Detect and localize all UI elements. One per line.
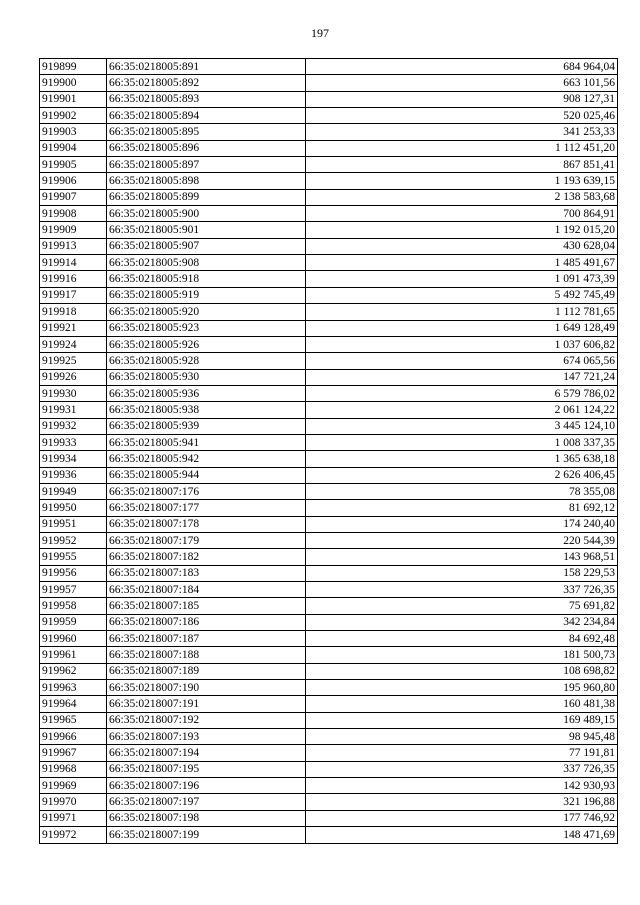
table-row [40, 418, 618, 434]
table-row [40, 549, 618, 565]
table-row [40, 206, 618, 222]
table-row [40, 353, 618, 369]
cadastral-value-cell: 174 240,40 [306, 516, 618, 532]
cadastral-value-cell: 1 112 781,65 [306, 304, 618, 320]
cadastral-number-cell: 66:35:0218007:189 [107, 663, 306, 679]
table-row [40, 631, 618, 647]
record-number-cell: 919958 [40, 598, 107, 614]
record-number-cell: 919960 [40, 631, 107, 647]
cadastral-number-cell: 66:35:0218007:197 [107, 794, 306, 810]
cadastral-number-cell: 66:35:0218007:176 [107, 483, 306, 499]
record-number-cell: 919962 [40, 663, 107, 679]
cadastral-value-cell: 143 968,51 [306, 549, 618, 565]
cadastral-number-cell: 66:35:0218005:936 [107, 385, 306, 401]
record-number-cell: 919965 [40, 712, 107, 728]
cadastral-number-cell: 66:35:0218005:920 [107, 304, 306, 320]
record-number-cell: 919957 [40, 582, 107, 598]
cadastral-number-cell: 66:35:0218007:187 [107, 631, 306, 647]
cadastral-value-table [39, 58, 618, 844]
table-row [40, 271, 618, 287]
cadastral-value-cell: 1 193 639,15 [306, 173, 618, 189]
cadastral-number-cell: 66:35:0218007:191 [107, 696, 306, 712]
table-row [40, 222, 618, 238]
cadastral-value-cell: 1 485 491,67 [306, 255, 618, 271]
table-row [40, 827, 618, 843]
table-row [40, 729, 618, 745]
cadastral-value-cell: 84 692,48 [306, 631, 618, 647]
cadastral-value-cell: 341 253,33 [306, 124, 618, 140]
cadastral-value-cell: 337 726,35 [306, 582, 618, 598]
cadastral-number-cell: 66:35:0218005:896 [107, 140, 306, 156]
cadastral-number-cell: 66:35:0218005:893 [107, 91, 306, 107]
cadastral-number-cell: 66:35:0218007:193 [107, 729, 306, 745]
cadastral-number-cell: 66:35:0218007:182 [107, 549, 306, 565]
cadastral-value-cell: 2 138 583,68 [306, 189, 618, 205]
cadastral-value-cell: 158 229,53 [306, 565, 618, 581]
record-number-cell: 919949 [40, 483, 107, 499]
cadastral-value-cell: 78 355,08 [306, 483, 618, 499]
record-number-cell: 919955 [40, 549, 107, 565]
table-row [40, 647, 618, 663]
cadastral-value-cell: 1 649 128,49 [306, 320, 618, 336]
record-number-cell: 919903 [40, 124, 107, 140]
cadastral-value-cell: 147 721,24 [306, 369, 618, 385]
table-row [40, 320, 618, 336]
cadastral-number-cell: 66:35:0218005:908 [107, 255, 306, 271]
table-row [40, 336, 618, 352]
cadastral-value-cell: 3 445 124,10 [306, 418, 618, 434]
cadastral-number-cell: 66:35:0218007:196 [107, 778, 306, 794]
table-row [40, 483, 618, 499]
record-number-cell: 919959 [40, 614, 107, 630]
table-row [40, 500, 618, 516]
table-row [40, 157, 618, 173]
table-row [40, 794, 618, 810]
cadastral-value-cell: 1 037 606,82 [306, 336, 618, 352]
cadastral-value-cell: 1 192 015,20 [306, 222, 618, 238]
cadastral-number-cell: 66:35:0218005:892 [107, 75, 306, 91]
cadastral-value-cell: 160 481,38 [306, 696, 618, 712]
cadastral-value-cell: 342 234,84 [306, 614, 618, 630]
table-row [40, 532, 618, 548]
table-row [40, 810, 618, 826]
table-row [40, 238, 618, 254]
cadastral-number-cell: 66:35:0218007:190 [107, 680, 306, 696]
cadastral-value-cell: 5 492 745,49 [306, 287, 618, 303]
table-row [40, 663, 618, 679]
cadastral-value-cell: 430 628,04 [306, 238, 618, 254]
record-number-cell: 919964 [40, 696, 107, 712]
table-row [40, 140, 618, 156]
cadastral-number-cell: 66:35:0218005:895 [107, 124, 306, 140]
table-row [40, 108, 618, 124]
cadastral-number-cell: 66:35:0218007:178 [107, 516, 306, 532]
cadastral-value-cell: 2 061 124,22 [306, 402, 618, 418]
table-row [40, 189, 618, 205]
cadastral-value-cell: 108 698,82 [306, 663, 618, 679]
cadastral-number-cell: 66:35:0218005:944 [107, 467, 306, 483]
cadastral-number-cell: 66:35:0218007:184 [107, 582, 306, 598]
table-row [40, 712, 618, 728]
cadastral-number-cell: 66:35:0218007:188 [107, 647, 306, 663]
record-number-cell: 919961 [40, 647, 107, 663]
cadastral-value-cell: 181 500,73 [306, 647, 618, 663]
record-number-cell: 919970 [40, 794, 107, 810]
cadastral-number-cell: 66:35:0218005:926 [107, 336, 306, 352]
record-number-cell: 919963 [40, 680, 107, 696]
cadastral-value-cell: 321 196,88 [306, 794, 618, 810]
record-number-cell: 919968 [40, 761, 107, 777]
cadastral-number-cell: 66:35:0218005:894 [107, 108, 306, 124]
record-number-cell: 919936 [40, 467, 107, 483]
record-number-cell: 919901 [40, 91, 107, 107]
cadastral-value-cell: 220 544,39 [306, 532, 618, 548]
cadastral-number-cell: 66:35:0218005:900 [107, 206, 306, 222]
cadastral-number-cell: 66:35:0218005:897 [107, 157, 306, 173]
cadastral-value-cell: 195 960,80 [306, 680, 618, 696]
record-number-cell: 919924 [40, 336, 107, 352]
cadastral-value-cell: 1 112 451,20 [306, 140, 618, 156]
record-number-cell: 919932 [40, 418, 107, 434]
cadastral-number-cell: 66:35:0218005:938 [107, 402, 306, 418]
cadastral-value-cell: 337 726,35 [306, 761, 618, 777]
cadastral-number-cell: 66:35:0218005:901 [107, 222, 306, 238]
cadastral-number-cell: 66:35:0218005:918 [107, 271, 306, 287]
table-row [40, 582, 618, 598]
cadastral-value-cell: 98 945,48 [306, 729, 618, 745]
record-number-cell: 919905 [40, 157, 107, 173]
cadastral-value-cell: 148 471,69 [306, 827, 618, 843]
cadastral-value-cell: 1 365 638,18 [306, 451, 618, 467]
table-row [40, 565, 618, 581]
record-number-cell: 919907 [40, 189, 107, 205]
table-row [40, 402, 618, 418]
record-number-cell: 919900 [40, 75, 107, 91]
cadastral-value-cell: 867 851,41 [306, 157, 618, 173]
record-number-cell: 919956 [40, 565, 107, 581]
cadastral-number-cell: 66:35:0218005:928 [107, 353, 306, 369]
record-number-cell: 919914 [40, 255, 107, 271]
record-number-cell: 919913 [40, 238, 107, 254]
cadastral-value-cell: 700 864,91 [306, 206, 618, 222]
cadastral-value-cell: 77 191,81 [306, 745, 618, 761]
cadastral-number-cell: 66:35:0218007:198 [107, 810, 306, 826]
record-number-cell: 919926 [40, 369, 107, 385]
record-number-cell: 919950 [40, 500, 107, 516]
cadastral-value-cell: 1 008 337,35 [306, 434, 618, 450]
cadastral-number-cell: 66:35:0218005:891 [107, 59, 306, 75]
record-number-cell: 919967 [40, 745, 107, 761]
cadastral-number-cell: 66:35:0218007:185 [107, 598, 306, 614]
record-number-cell: 919969 [40, 778, 107, 794]
record-number-cell: 919931 [40, 402, 107, 418]
table-row [40, 91, 618, 107]
table-row [40, 467, 618, 483]
cadastral-value-cell: 663 101,56 [306, 75, 618, 91]
cadastral-value-cell: 169 489,15 [306, 712, 618, 728]
cadastral-number-cell: 66:35:0218005:930 [107, 369, 306, 385]
cadastral-value-cell: 520 025,46 [306, 108, 618, 124]
table-row [40, 124, 618, 140]
table-row [40, 745, 618, 761]
cadastral-number-cell: 66:35:0218005:941 [107, 434, 306, 450]
table-row [40, 255, 618, 271]
record-number-cell: 919902 [40, 108, 107, 124]
table-row [40, 696, 618, 712]
table-row [40, 451, 618, 467]
cadastral-number-cell: 66:35:0218007:179 [107, 532, 306, 548]
table-row [40, 304, 618, 320]
table-row [40, 59, 618, 75]
page-number: 197 [311, 26, 329, 40]
record-number-cell: 919908 [40, 206, 107, 222]
table-row [40, 75, 618, 91]
record-number-cell: 919930 [40, 385, 107, 401]
cadastral-value-cell: 2 626 406,45 [306, 467, 618, 483]
record-number-cell: 919916 [40, 271, 107, 287]
table-row [40, 598, 618, 614]
cadastral-number-cell: 66:35:0218005:907 [107, 238, 306, 254]
cadastral-number-cell: 66:35:0218007:183 [107, 565, 306, 581]
cadastral-number-cell: 66:35:0218007:186 [107, 614, 306, 630]
record-number-cell: 919972 [40, 827, 107, 843]
cadastral-number-cell: 66:35:0218005:939 [107, 418, 306, 434]
record-number-cell: 919906 [40, 173, 107, 189]
cadastral-value-cell: 674 065,56 [306, 353, 618, 369]
cadastral-number-cell: 66:35:0218005:898 [107, 173, 306, 189]
record-number-cell: 919918 [40, 304, 107, 320]
cadastral-number-cell: 66:35:0218007:199 [107, 827, 306, 843]
record-number-cell: 919952 [40, 532, 107, 548]
record-number-cell: 919971 [40, 810, 107, 826]
cadastral-value-cell: 1 091 473,39 [306, 271, 618, 287]
cadastral-number-cell: 66:35:0218007:195 [107, 761, 306, 777]
record-number-cell: 919917 [40, 287, 107, 303]
cadastral-number-cell: 66:35:0218007:177 [107, 500, 306, 516]
record-number-cell: 919933 [40, 434, 107, 450]
cadastral-value-cell: 81 692,12 [306, 500, 618, 516]
record-number-cell: 919951 [40, 516, 107, 532]
table-row [40, 778, 618, 794]
table-row [40, 761, 618, 777]
cadastral-value-cell: 142 930,93 [306, 778, 618, 794]
table-row [40, 434, 618, 450]
cadastral-value-cell: 177 746,92 [306, 810, 618, 826]
table-row [40, 516, 618, 532]
cadastral-number-cell: 66:35:0218007:192 [107, 712, 306, 728]
cadastral-value-cell: 684 964,04 [306, 59, 618, 75]
cadastral-value-cell: 75 691,82 [306, 598, 618, 614]
record-number-cell: 919934 [40, 451, 107, 467]
table-row [40, 614, 618, 630]
table-row [40, 385, 618, 401]
cadastral-value-cell: 6 579 786,02 [306, 385, 618, 401]
cadastral-number-cell: 66:35:0218005:919 [107, 287, 306, 303]
table-row [40, 287, 618, 303]
table-row [40, 173, 618, 189]
cadastral-number-cell: 66:35:0218005:942 [107, 451, 306, 467]
record-number-cell: 919921 [40, 320, 107, 336]
record-number-cell: 919925 [40, 353, 107, 369]
table-row [40, 680, 618, 696]
record-number-cell: 919899 [40, 59, 107, 75]
record-number-cell: 919904 [40, 140, 107, 156]
cadastral-number-cell: 66:35:0218005:923 [107, 320, 306, 336]
record-number-cell: 919909 [40, 222, 107, 238]
table-row [40, 369, 618, 385]
cadastral-number-cell: 66:35:0218007:194 [107, 745, 306, 761]
cadastral-number-cell: 66:35:0218005:899 [107, 189, 306, 205]
cadastral-value-cell: 908 127,31 [306, 91, 618, 107]
record-number-cell: 919966 [40, 729, 107, 745]
table-body [40, 59, 618, 844]
